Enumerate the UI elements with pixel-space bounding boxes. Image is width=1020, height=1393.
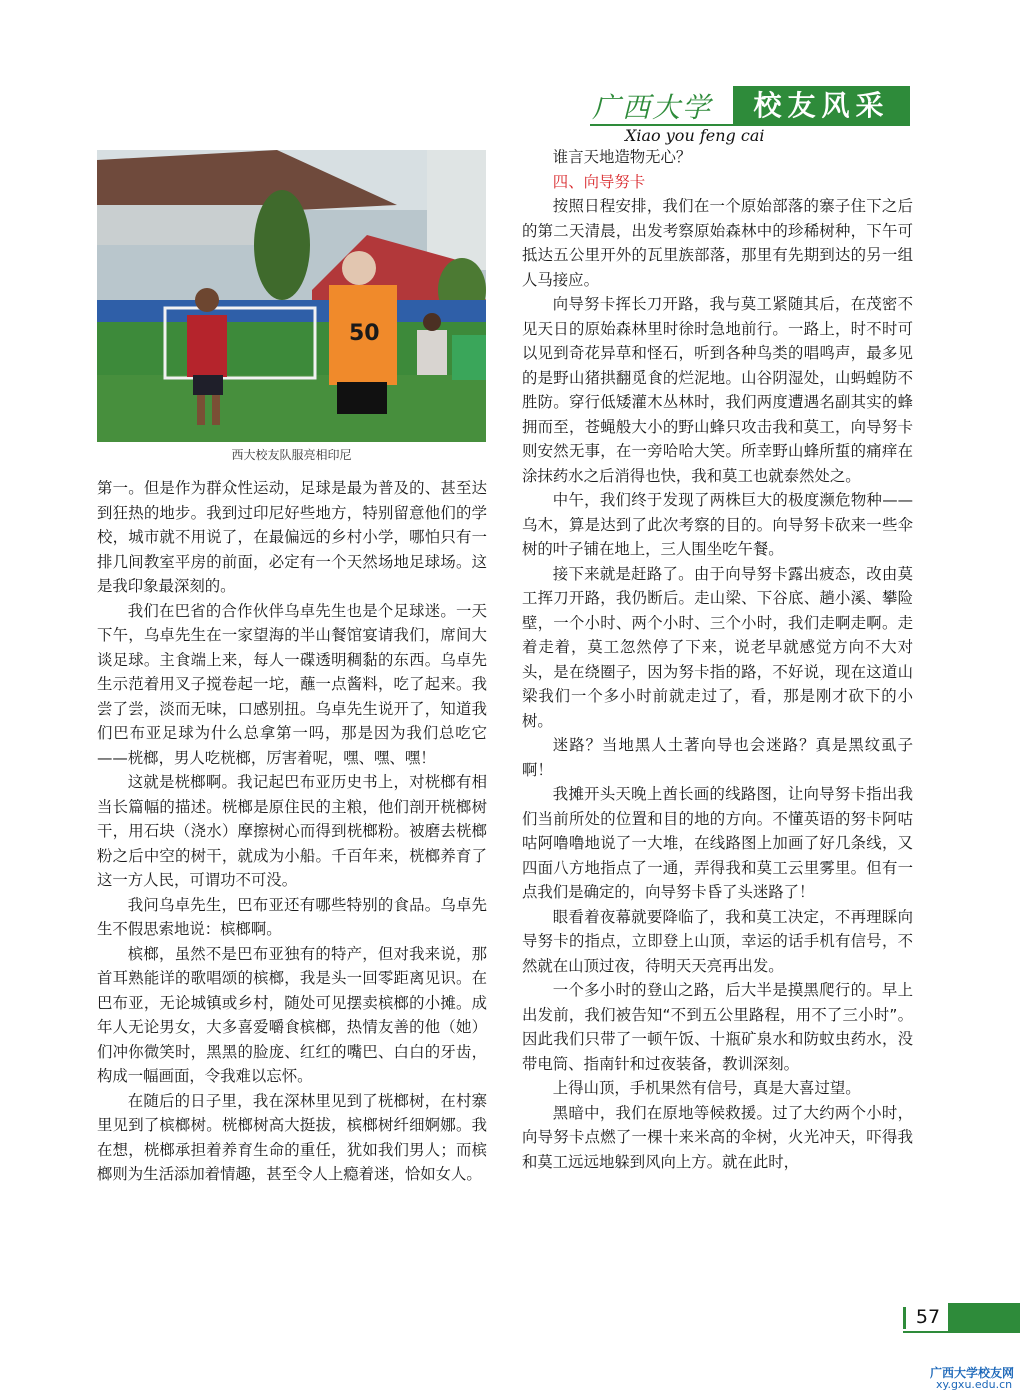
paragraph: 中午，我们终于发现了两株巨大的极度濒危物种——乌木，算是达到了此次考察的目的。向导努卡砍来一些伞树的叶子铺在地上，三人围坐吃午餐。 bbox=[522, 491, 913, 558]
paragraph: 我们在巴省的合作伙伴乌卓先生也是个足球迷。一天下午，乌卓先生在一家望海的半山餐馆宴请我们，席间大谈足球。主食端上来，每人一碟透明稠黏的东西。乌卓先生示范着用叉子搅卷起一坨，蘸一点酱料，吃了起来。我尝了尝，淡而无味，口感别扭。乌卓先生说开了，知道我们巴布亚足球为什么总拿第一吗，那是因为我们总吃它——桄榔，男人吃桄榔，厉害着呢，嘿、嘿、嘿！ bbox=[97, 601, 487, 767]
jersey-number: 50 bbox=[349, 321, 380, 346]
section-title-pinyin: Xiao you feng cai bbox=[625, 126, 765, 145]
paragraph: 接下来就是赶路了。由于向导努卡露出疲态，改由莫工挥刀开路，我仍断后。走山梁、下谷底、趟小溪、攀险壁，一个小时、两个小时、三个小时，我们走啊走啊。走着走着，莫工忽然停了下来，说老早就感觉方向不大对头，是在绕圈子，因为努卡指的路，不好说，现在这道山梁我们一个多小时前就走过了，看，那是刚才砍下的小树。 bbox=[522, 564, 913, 730]
paragraph: 我问乌卓先生，巴布亚还有哪些特别的食品。乌卓先生不假思索地说：槟榔啊。 bbox=[97, 895, 487, 938]
paragraph: 上得山顶，手机果然有信号，真是大喜过望。 bbox=[552, 1079, 861, 1097]
website-name: 广西大学校友网 bbox=[930, 1366, 1015, 1380]
paragraph: 向导努卡挥长刀开路，我与莫工紧随其后，在茂密不见天日的原始森林里时徐时急地前行。一路上，时不时可以见到奇花异草和怪石，听到各种鸟类的唱鸣声，最多见的是野山猪拱翻觅食的烂泥地。山谷阴湿处，山蚂蝗防不胜防。穿行低矮灌木丛林时，我们两度遭遇名副其实的蜂拥而至，苍蝇般大小的野山蜂只攻击我和莫工，向导努卡则安然无事，在一旁哈哈大笑。所幸野山蜂所蜇的痛痒在涂抹药水之后消得也快，我和莫工也就泰然处之。 bbox=[522, 295, 913, 485]
page-number: 57 bbox=[915, 1306, 941, 1328]
section-title: 校友风采 bbox=[733, 86, 910, 126]
paragraph: 眼看着夜幕就要降临了，我和莫工决定，不再理睬向导努卡的指点，立即登上山顶，幸运的话手机有信号，不然就在山顶过夜，待明天天亮再出发。 bbox=[522, 907, 913, 975]
paragraph: 黑暗中，我们在原地等候救援。过了大约两个小时，向导努卡点燃了一棵十来米高的伞树，火光冲天，吓得我和莫工远远地躲到风向上方。就在此时， bbox=[522, 1103, 913, 1171]
paragraph: 我摊开头天晚上酋长画的线路图，让向导努卡指出我们当前所处的位置和目的地的方向。不懂英语的努卡阿咕咕阿噜噜地说了一大堆，在线路图上加画了好几条线，又四面八方地指点了一通，弄得我和莫工云里雾里。但有一点我们是确定的，向导努卡昏了头迷路了！ bbox=[522, 785, 913, 901]
page-number-underline bbox=[903, 1331, 1020, 1333]
paragraph: 迷路？当地黑人土著向导也会迷路？真是黑纹虱子啊！ bbox=[522, 736, 913, 779]
right-text-column bbox=[522, 145, 913, 1174]
soccer-photo bbox=[97, 150, 486, 442]
left-text-column bbox=[97, 476, 487, 1187]
paragraph: 谁言天地造物无心？ bbox=[552, 148, 692, 166]
paragraph: 这就是桄榔啊。我记起巴布亚历史书上，对桄榔有相当长篇幅的描述。桄榔是原住民的主粮，他们剖开桄榔树干，用石块（浇水）摩擦树心而得到桄榔粉。被磨去桄榔粉之后中空的树干，就成为小船。千百年来，桄榔养育了这一方人民，可谓功不可没。 bbox=[97, 773, 487, 889]
photo-caption: 西大校友队服亮相印尼 bbox=[231, 448, 352, 462]
website-url: xy.gxu.edu.cn bbox=[936, 1378, 1013, 1391]
paragraph: 一个多小时的登山之路，后大半是摸黑爬行的。早上出发前，我们被告知“不到五公里路程，用不了三小时”。因此我们只带了一顿午饭、十瓶矿泉水和防蚊虫药水，没带电筒、指南针和过夜装备，教训深刻。 bbox=[522, 981, 913, 1073]
paragraph: 槟榔，虽然不是巴布亚独有的特产，但对我来说，那首耳熟能详的歌唱颂的槟榔，我是头一回零距离见识。在巴布亚，无论城镇或乡村，随处可见摆卖槟榔的小摊。成年人无论男女，大多喜爱嚼食槟榔，热情友善的他（她）们冲你微笑时，黑黑的脸庞、红红的嘴巴、白白的牙齿，构成一幅画面，令我难以忘怀。 bbox=[97, 944, 487, 1085]
paragraph: 第一。但是作为群众性运动，足球是最为普及的、甚至达到狂热的地步。我到过印尼好些地方，特别留意他们的学校，城市就不用说了，在最偏远的乡村小学，哪怕只有一排几间教室平房的前面，必定有一个天然场地足球场。这是我印象最深刻的。 bbox=[97, 479, 487, 595]
page-number-accent-left bbox=[903, 1307, 906, 1329]
paragraph: 按照日程安排，我们在一个原始部落的寨子住下之后的第二天清晨，出发考察原始森林中的珍稀树种，下午可抵达五公里开外的瓦里族部落，那里有先期到达的另一组人马接应。 bbox=[522, 197, 913, 289]
page-number-accent-right bbox=[948, 1303, 1020, 1331]
section-heading: 四、向导努卡 bbox=[552, 172, 646, 191]
masthead-logo-text: 广西大学 bbox=[592, 91, 713, 124]
paragraph: 在随后的日子里，我在深林里见到了桄榔树，在村寨里见到了槟榔树。桄榔树高大挺拔，槟榔树纤细婀娜。我在想，桄榔承担着养育生命的重任，犹如我们男人；而槟榔则为生活添加着情趣，甚至令人上瘾着迷，恰如女人。 bbox=[97, 1091, 487, 1183]
